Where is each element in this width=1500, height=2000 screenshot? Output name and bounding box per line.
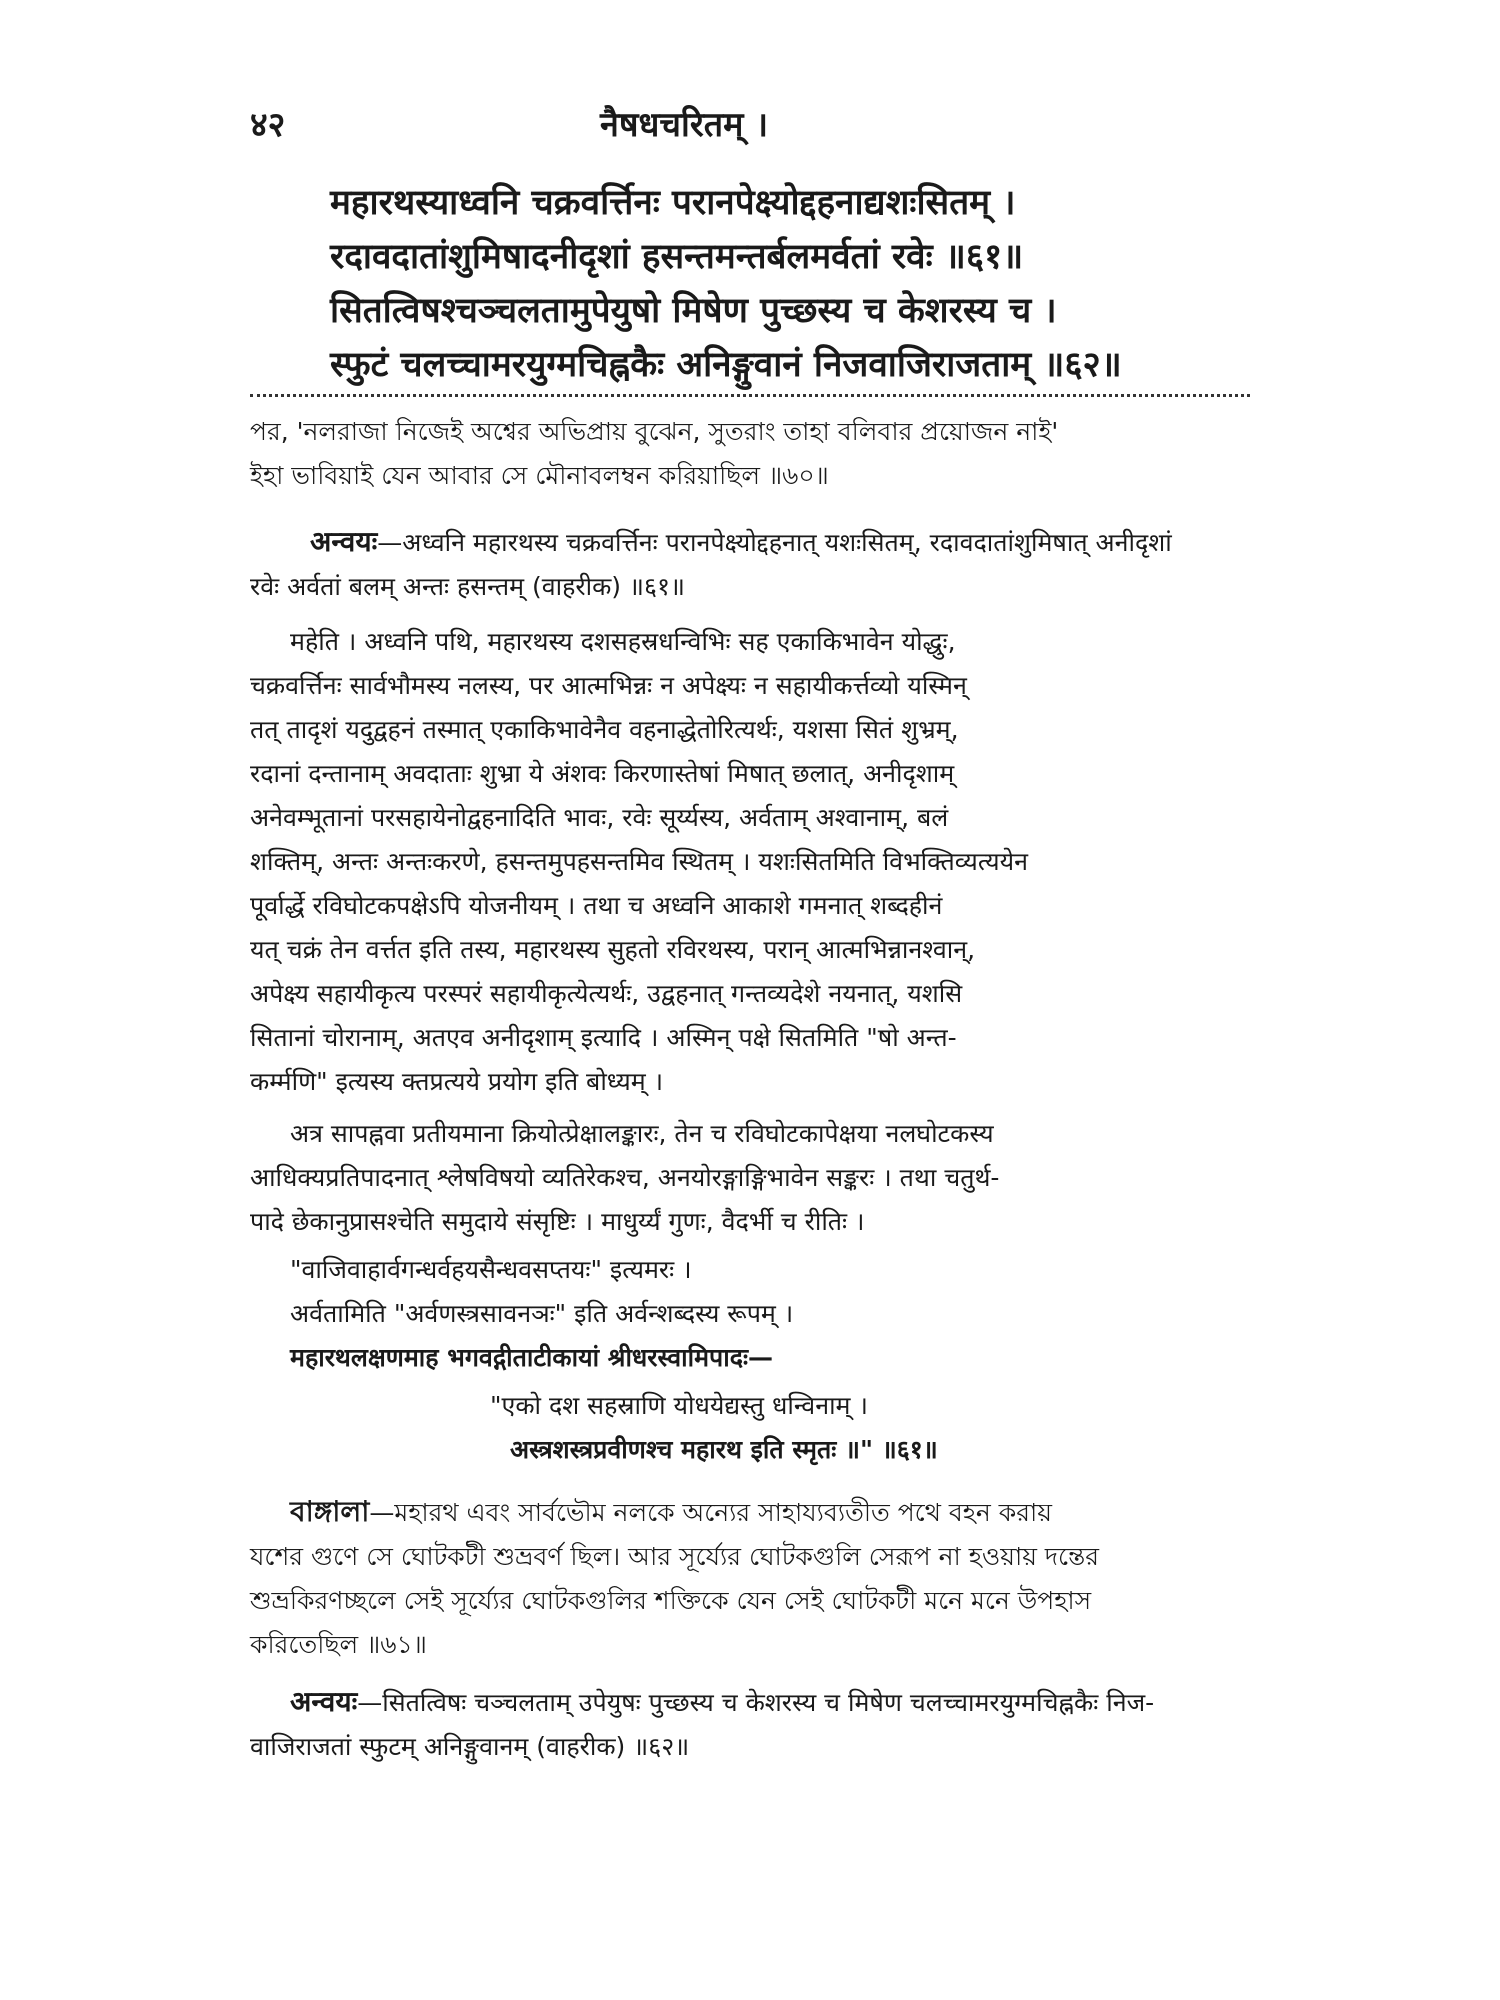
text-line: सितानां चोरानाम्, अतएव अनीदृशाम् इत्यादि । अस्मिन् पक्षे सितमिति "षो अन्त- [250, 1023, 957, 1052]
text-line: ইহা ভাবিয়াই যেন আবার সে মৌনাবলম্বন করিয়াছিল ॥৬০॥ [250, 461, 829, 490]
commentary [250, 620, 1250, 1104]
text-line: যশের গুণে সে ঘোটকটী শুভ্রবর্ণ ছিল। আর সূর্য্যের ঘোটকগুলি সেরূপ না হওয়ায় দন্তের [250, 1542, 1100, 1571]
text-line: —মহারথ এবং সার্বভৌম নলকে অন্যের সাহায্যব্যতীত পথে বহন করায় [369, 1498, 1052, 1527]
text-line: चक्रवर्त्तिनः सार्वभौमस्य नलस्य, पर आत्मभिन्नः न अपेक्ष्यः न सहायीकर्त्तव्यो यस्मिन् [250, 671, 967, 700]
text-line: पूर्वार्द्धे रविघोटकपक्षेऽपि योजनीयम् । तथा च अध्वनि आकाशे गमनात् शब्दहीनं [250, 891, 943, 920]
text-line: "वाजिवाहार्वगन्धर्वहयसैन्धवसप्तयः" इत्यमरः । [290, 1255, 692, 1284]
divider [250, 394, 1250, 397]
text-line: महेति । अध्वनि पथि, महारथस्य दशसहस्रधन्विभिः सह एकाकिभावेन योद्धुः, [290, 627, 956, 656]
text-line: अनेवम्भूतानां परसहायेनोद्वहनादिति भावः, रवेः सूर्य्यस्य, अर्वताम् अश्वानाम्, बलं [250, 803, 949, 832]
text-line: यत् चक्रं तेन वर्त्तत इति तस्य, महारथस्य सुहतो रविरथस्य, परान् आत्मभिन्नानश्वान्, [250, 935, 976, 964]
anvaya-61 [250, 520, 1250, 609]
bangala [250, 1490, 1250, 1667]
page-number: ४२ [250, 105, 286, 145]
quotes [250, 1248, 1250, 1380]
alankara [250, 1112, 1250, 1244]
text-line: —सितत्विषः चञ्चलताम् उपेयुषः पुच्छस्य च केशरस्य च मिषेण चलच्चामरयुग्मचिह्नकैः निज- [357, 1688, 1155, 1717]
text-line: শুভ্রকিরণচ্ছলে সেই সূর্য্যের ঘোটকগুলির শক্তিকে যেন সেই ঘোটকটী মনে মনে উপহাস [250, 1586, 1092, 1615]
text-line: रदानां दन्तानाम् अवदाताः शुभ्रा ये अंशवः किरणास्तेषां मिषात् छलात्, अनीदृशाम् [250, 759, 955, 788]
verse-quote [250, 1384, 1250, 1472]
text-line: अपेक्ष्य सहायीकृत्य परस्परं सहायीकृत्येत्यर्थः, उद्वहनात् गन्तव्यदेशे नयनात्, यशसि [250, 979, 963, 1008]
text-line: "एको दश सहस्राणि योधयेद्यस्तु धन्विनाम् । [490, 1391, 868, 1420]
text-line: अत्र सापह्नवा प्रतीयमाना क्रियोत्प्रेक्षालङ्कारः, तेन च रविघोटकापेक्षया नलघोटकस्य [290, 1119, 994, 1148]
text-line: कर्म्मणि" इत्यस्य क्तप्रत्यये प्रयोग इति बोध्यम् । [250, 1067, 664, 1096]
verse-line: स्फुटं चलच्चामरयुग्मचिह्नकैः अनिङ्गुवानं निजवाजिराजताम् ॥६२॥ [330, 345, 1122, 385]
bangala-label: বাঙ্গালা [290, 1495, 370, 1528]
running-title: नैषधचरितम् । [600, 105, 769, 145]
page-header [250, 100, 1250, 160]
text-line: वाजिराजतां स्फुटम् अनिङ्गुवानम् (वाहरीक) ॥६२॥ [250, 1732, 690, 1761]
text-line: शक्तिम्, अन्तः अन्तःकरणे, हसन्तमुपहसन्तमिव स्थितम् । यशःसितमिति विभक्तिव्यत्ययेन [250, 847, 1028, 876]
text-line: করিতেছিল ॥৬১॥ [250, 1630, 427, 1659]
anvaya-label: अन्वयः [290, 1685, 358, 1718]
text-line: —अध्वनि महारथस्य चक्रवर्त्तिनः परानपेक्ष्योद्दहनात् यशःसितम्, रदावदातांशुमिषात् अनीदृशां [377, 528, 1172, 557]
text-line: तत् तादृशं यदुद्वहनं तस्मात् एकाकिभावेनैव वहनाद्धेतोरित्यर्थः, यशसा सितं शुभ्रम्, [250, 715, 959, 744]
verse-line: रदावदातांशुमिषादनीदृशां हसन्तमन्तर्बलमर्वतां रवेः ॥६१॥ [330, 237, 1024, 277]
text-line: पादे छेकानुप्रासश्चेति समुदाये संसृष्टिः । माधुर्य्यं गुणः, वैदर्भी च रीतिः । [250, 1207, 865, 1236]
anvaya-62 [250, 1680, 1250, 1769]
text-line: रवेः अर्वतां बलम् अन्तः हसन्तम् (वाहरीक) ॥६१॥ [250, 572, 685, 601]
bengali-previous [250, 410, 1250, 498]
text-line: अस्त्रशस्त्रप्रवीणश्च महारथ इति स्मृतः ॥" ॥६१॥ [510, 1435, 938, 1464]
verse-line: महारथस्याध्वनि चक्रवर्त्तिनः परानपेक्ष्योद्दहनाद्यशःसितम् । [330, 183, 1016, 223]
anvaya-label: अन्वयः [310, 525, 378, 558]
text-line: পর, 'নলরাজা নিজেই অশ্বের অভিপ্রায় বুঝেন, সুতরাং তাহা বলিবার প্রয়োজন নাই' [250, 417, 1059, 446]
verse-line: सितत्विषश्चञ्चलतामुपेयुषो मिषेण पुच्छस्य च केशरस्य च । [330, 291, 1057, 331]
text-line: आधिक्यप्रतिपादनात् श्लेषविषयो व्यतिरेकश्च, अनयोरङ्गाङ्गिभावेन सङ्करः । तथा चतुर्थ- [250, 1163, 1000, 1192]
text-line: महारथलक्षणमाह भगवद्गीताटीकायां श्रीधरस्वामिपादः— [290, 1343, 774, 1372]
text-line: अर्वतामिति "अर्वणस्त्रसावनञः" इति अर्वन्शब्दस्य रूपम् । [290, 1299, 794, 1328]
